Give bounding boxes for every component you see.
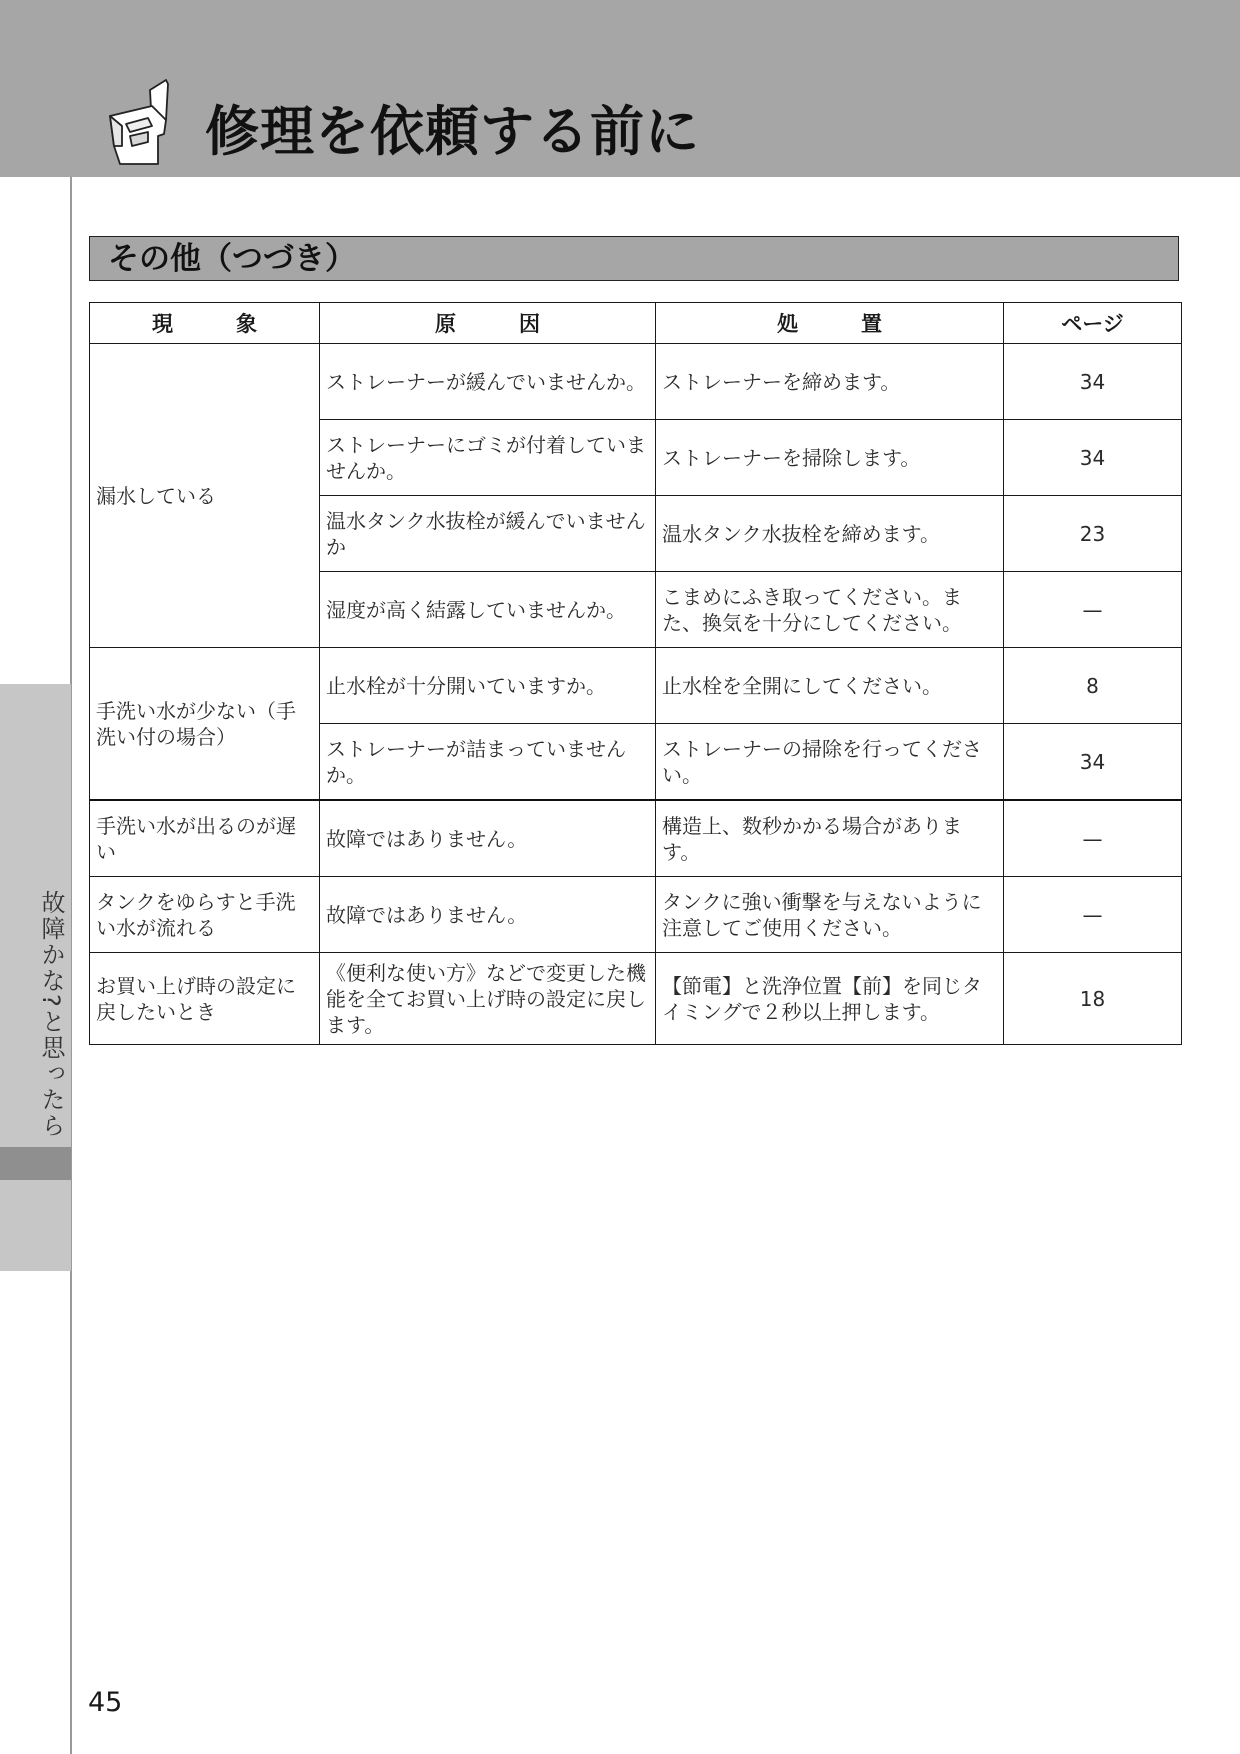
action-cell: 【節電】と洗浄位置【前】を同じタイミングで２秒以上押します。 <box>656 953 1004 1045</box>
header-symptom: 現 象 <box>90 303 320 344</box>
symptom-cell: 漏水している <box>90 344 320 648</box>
header-band <box>0 0 1240 177</box>
cause-cell: ストレーナーが詰まっていませんか。 <box>320 724 656 801</box>
action-cell: ストレーナーを締めます。 <box>656 344 1004 420</box>
action-cell: タンクに強い衝撃を与えないように注意してご使用ください。 <box>656 877 1004 953</box>
cause-cell: 温水タンク水抜栓が緩んでいませんか <box>320 496 656 572</box>
symptom-cell: タンクをゆらすと手洗い水が流れる <box>90 877 320 953</box>
side-tab-marker <box>0 1147 71 1180</box>
side-tab-label: 故障かな?と思ったら <box>37 890 65 1139</box>
cause-cell: ストレーナーが緩んでいませんか。 <box>320 344 656 420</box>
page-ref-cell: 34 <box>1004 724 1182 801</box>
section-title: その他（つづき） <box>108 241 356 277</box>
page-ref-cell: — <box>1004 800 1182 877</box>
action-cell: 構造上、数秒かかる場合があります。 <box>656 800 1004 877</box>
header-cause: 原 因 <box>320 303 656 344</box>
page-ref-cell: 18 <box>1004 953 1182 1045</box>
table-row <box>90 953 1182 1045</box>
page-ref-cell: 23 <box>1004 496 1182 572</box>
cause-cell: 《便利な使い方》などで変更した機能を全てお買い上げ時の設定に戻します。 <box>320 953 656 1045</box>
page-title: 修理を依頼する前に <box>205 100 700 163</box>
troubleshooting-table <box>89 302 1182 1045</box>
cause-cell: 故障ではありません。 <box>320 877 656 953</box>
page-ref-cell: 8 <box>1004 648 1182 724</box>
header-action: 処 置 <box>656 303 1004 344</box>
section-heading-bar <box>89 236 1179 281</box>
cause-cell: ストレーナーにゴミが付着していませんか。 <box>320 420 656 496</box>
table-row <box>90 877 1182 953</box>
toilet-icon <box>104 76 186 168</box>
header-page: ページ <box>1004 303 1182 344</box>
cause-cell: 湿度が高く結露していませんか。 <box>320 572 656 648</box>
page-ref-cell: 34 <box>1004 344 1182 420</box>
symptom-cell: 手洗い水が少ない（手洗い付の場合） <box>90 648 320 801</box>
cause-cell: 止水栓が十分開いていますか。 <box>320 648 656 724</box>
action-cell: 温水タンク水抜栓を締めます。 <box>656 496 1004 572</box>
action-cell: 止水栓を全開にしてください。 <box>656 648 1004 724</box>
symptom-cell: 手洗い水が出るのが遅い <box>90 800 320 877</box>
table-header-row <box>90 303 1182 344</box>
cause-cell: 故障ではありません。 <box>320 800 656 877</box>
table-row <box>90 800 1182 877</box>
action-cell: ストレーナーの掃除を行ってください。 <box>656 724 1004 801</box>
table-row <box>90 344 1182 420</box>
table-row <box>90 648 1182 724</box>
page-ref-cell: 34 <box>1004 420 1182 496</box>
page-ref-cell: — <box>1004 877 1182 953</box>
action-cell: こまめにふき取ってください。また、換気を十分にしてください。 <box>656 572 1004 648</box>
symptom-cell: お買い上げ時の設定に戻したいとき <box>90 953 320 1045</box>
page-ref-cell: — <box>1004 572 1182 648</box>
page-number: 45 <box>88 1687 123 1718</box>
action-cell: ストレーナーを掃除します。 <box>656 420 1004 496</box>
